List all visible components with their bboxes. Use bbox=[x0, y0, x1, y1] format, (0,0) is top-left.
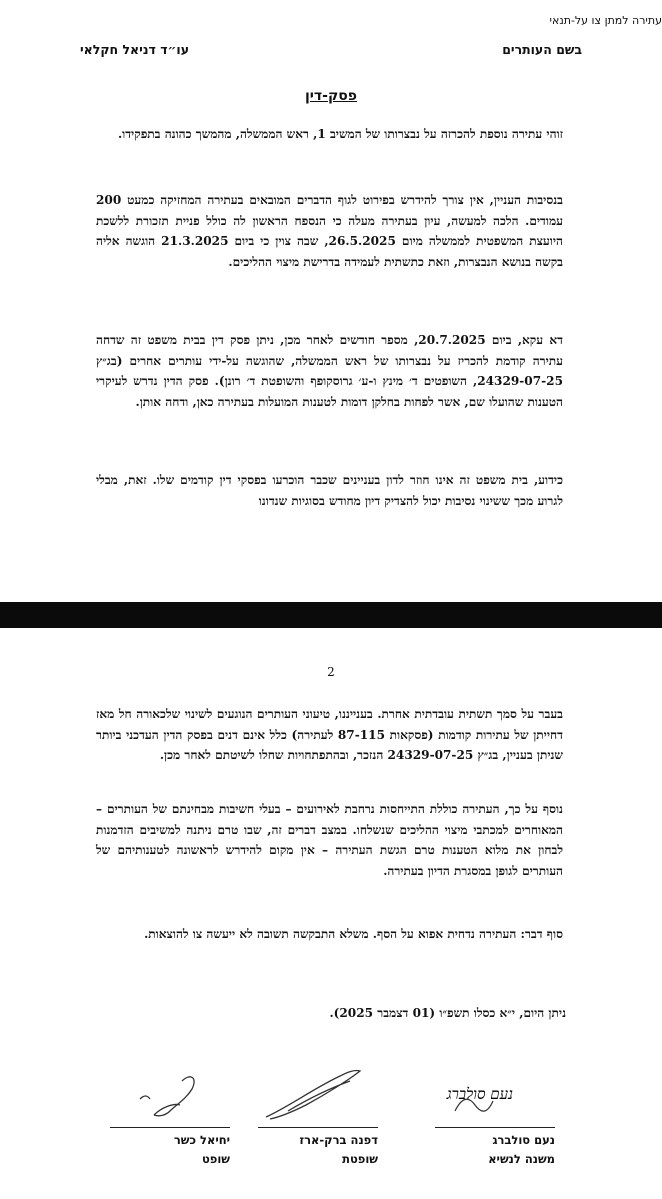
signatory-name: דפנה ברק-ארז bbox=[299, 1133, 378, 1147]
signatory-title: שופטת bbox=[342, 1152, 378, 1166]
signature-block bbox=[110, 1059, 230, 1169]
signatory-name: יחיאל כשר bbox=[173, 1133, 230, 1147]
signature-script: נעם סולברג bbox=[446, 1085, 513, 1103]
handwritten-signature-icon bbox=[110, 1059, 230, 1125]
petitioners-label: בשם העותרים bbox=[502, 42, 582, 57]
signatory-name: נעם סולברג bbox=[492, 1133, 555, 1147]
signature-block bbox=[258, 1059, 378, 1169]
paragraph: בעבר על סמך תשתית עובדתית אחרת. בענייננו, טיעוני העותרים הנוגעים לשינוי שלכאורה חל מאז דחייתן של עתירות קודמות (פסקאות 87-115 לעתירה) כלל אינם דנים בפסק הדין העדכני ביותר שניתן בעניין, בג״ץ 24329-07-25 הנזכר, ובהתפתחויות שחלו לשיטתם לאחר מכן. bbox=[96, 707, 563, 763]
signatory-title: משנה לנשיא bbox=[488, 1152, 555, 1166]
paragraph: כידוע, בית משפט זה אינו חוזר לדון בעניינים שכבר הוכרעו בפסקי דין קודמים שלו. זאת, מבלי לגרוע מכך ששינוי נסיבות יכול להצדיק דיון מחודש בסוגיות שנדונו bbox=[96, 473, 563, 508]
parties-line bbox=[80, 42, 582, 60]
page-divider bbox=[0, 602, 662, 628]
page-two bbox=[0, 628, 662, 1199]
paragraph: דא עקא, ביום 20.7.2025, מספר חודשים לאחר מכן, ניתן פסק דין בבית משפט זה שדחה עתירה קודמת להכריז על נבצרותו של ראש הממשלה, שהוגשה על-ידי עותרים אחרים (בג״ץ 24329-07-25, השופטים ד׳ מינץ ו-ע׳ גרוסקופף והשופטת ד׳ רונן). פסק הדין נדרש לעיקרי הטענות שהועלו שם, אשר לפחות בחלקן דומות לטענות המועלות בעתירה כאן, ודחה אותן. bbox=[96, 333, 563, 409]
signature-block bbox=[435, 1059, 555, 1169]
handwritten-signature-icon bbox=[258, 1059, 378, 1125]
case-caption: עתירה למתן צו על-תנאי bbox=[549, 14, 662, 27]
page-number: 2 bbox=[327, 665, 335, 679]
paragraph: סוף דבר: העתירה נדחית אפוא על הסף. משלא התבקשה תשובה לא ייעשה צו להוצאות. bbox=[144, 927, 563, 941]
petitioners-counsel: עו״ד דניאל חקלאי bbox=[80, 42, 190, 57]
judgment-heading: פסק-דין bbox=[304, 88, 357, 104]
signature-line bbox=[258, 1127, 378, 1128]
date-line: ניתן היום, י״א כסלו תשפ״ו (01 דצמבר 2025). bbox=[329, 1006, 566, 1020]
signature-line bbox=[435, 1127, 555, 1128]
signatory-title: שופט bbox=[201, 1152, 230, 1166]
signature-line bbox=[110, 1127, 230, 1128]
paragraph: נוסף על כך, העתירה כוללת התייחסות נרחבת לאירועים – בעלי חשיבות מבחינתם של העותרים – המאוחרים למכתבי מיצוי ההליכים שנשלחו. במצב דברים זה, שבו טרם ניתנה למשיבים הזדמנות לבחון את מלוא הטענות טרם הגשת העתירה – אין מקום להידרש לראשונה לטענותיהם של העותרים לגופן במסגרת הדיון בעתירה. bbox=[96, 802, 563, 878]
paragraph: בנסיבות העניין, אין צורך להידרש בפירוט לגוף הדברים המובאים בעתירה המחזיקה כמעט 200 עמודים. הלכה למעשה, עיון בעתירה מעלה כי הנספח הראשון לה כולל פניית תזכורת ללשכת היועצת המשפטית לממשלה מיום 26.5.2025, שבה צוין כי ביום 21.3.2025 הוגשה אליה בקשה בנושא הנבצרות, וזאת כתשתית לעמידה בדרישת מיצוי ההליכים. bbox=[96, 193, 563, 269]
paragraph: זוהי עתירה נוספת להכרזה על נבצרותו של המשיב 1, ראש הממשלה, מהמשך כהונה בתפקידו. bbox=[117, 127, 563, 141]
handwritten-signature-icon bbox=[435, 1059, 555, 1125]
